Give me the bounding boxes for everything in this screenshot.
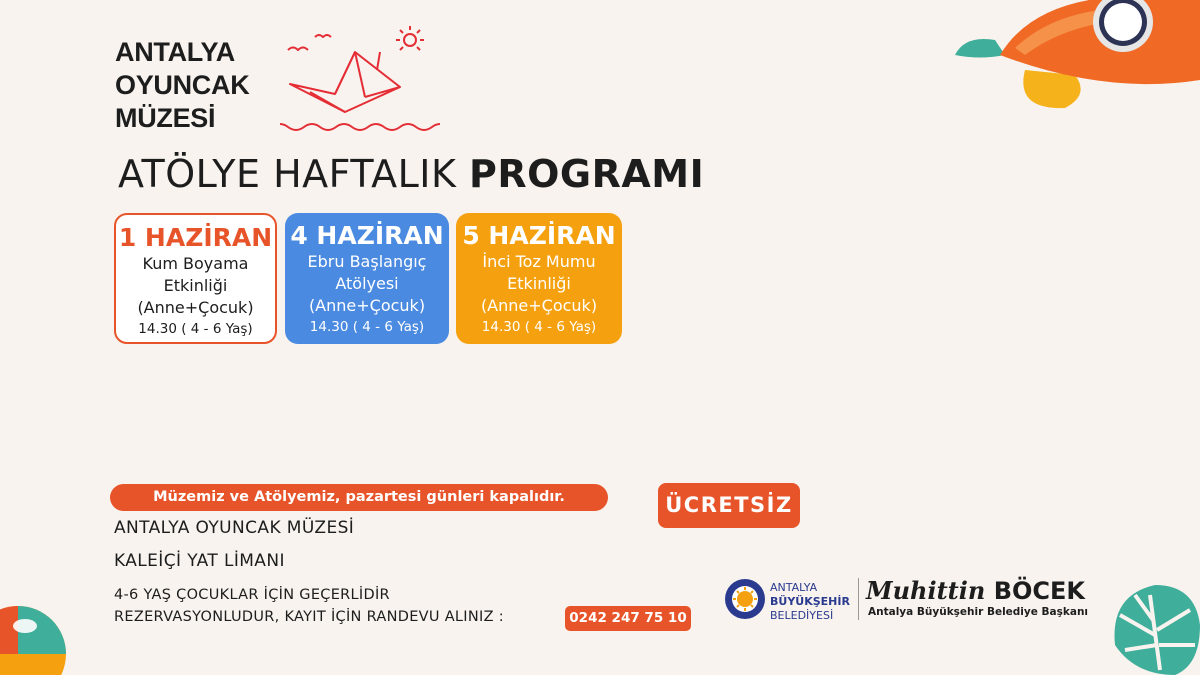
event-title: Kum Boyama xyxy=(142,254,249,273)
event-title: Etkinliği xyxy=(507,274,571,293)
mayor-last-name: BÖCEK xyxy=(993,577,1085,605)
event-card xyxy=(285,213,449,344)
title-light: ATÖLYE HAFTALIK xyxy=(118,152,457,196)
event-date: 4 HAZİRAN xyxy=(290,221,444,250)
municipality-emblem-icon xyxy=(724,578,766,620)
age-info: 4-6 YAŞ ÇOCUKLAR İÇİN GEÇERLİDİR xyxy=(114,587,390,603)
paper-boat-icon xyxy=(280,22,440,134)
mayor-first-name: Muhittin xyxy=(866,576,986,605)
logo-divider xyxy=(858,578,859,620)
event-date: 1 HAZİRAN xyxy=(118,223,273,252)
event-audience: (Anne+Çocuk) xyxy=(308,296,426,315)
municipality-line: BÜYÜKŞEHİR xyxy=(770,595,850,608)
logo-line: OYUNCAK xyxy=(115,70,250,100)
event-title: İnci Toz Mumu xyxy=(482,252,596,271)
event-time: 14.30 ( 4 - 6 Yaş) xyxy=(481,319,597,335)
event-card xyxy=(456,213,622,344)
palm-leaf-illustration xyxy=(1105,575,1200,675)
closed-notice: Müzemiz ve Atölyemiz, pazartesi günleri kapalıdır. xyxy=(110,484,608,511)
logo-line: MÜZESİ xyxy=(115,103,216,133)
event-time: 14.30 ( 4 - 6 Yaş) xyxy=(138,321,253,337)
mayor-name xyxy=(866,576,1085,605)
logo-line: ANTALYA xyxy=(115,37,235,67)
event-card xyxy=(114,213,277,344)
municipality-line: BELEDİYESİ xyxy=(770,609,834,622)
mayor-title: Antalya Büyükşehir Belediye Başkanı xyxy=(868,606,1089,618)
phone-number[interactable]: 0242 247 75 10 xyxy=(565,606,691,631)
reservation-info: REZERVASYONLUDUR, KAYIT İÇİN RANDEVU ALINIZ : xyxy=(114,609,504,625)
beach-ball-illustration xyxy=(0,596,70,675)
event-audience: (Anne+Çocuk) xyxy=(137,298,254,317)
event-time: 14.30 ( 4 - 6 Yaş) xyxy=(309,319,425,335)
municipality-line: ANTALYA xyxy=(770,581,818,594)
title-bold: PROGRAMI xyxy=(469,152,705,196)
event-title: Etkinliği xyxy=(163,276,228,295)
municipality-name xyxy=(770,581,850,623)
event-audience: (Anne+Çocuk) xyxy=(480,296,598,315)
museum-location: KALEİÇİ YAT LİMANI xyxy=(114,551,285,571)
free-badge: ÜCRETSİZ xyxy=(658,483,800,528)
museum-name: ANTALYA OYUNCAK MÜZESİ xyxy=(114,518,355,538)
event-date: 5 HAZİRAN xyxy=(462,221,616,250)
event-title: Ebru Başlangıç xyxy=(307,252,427,271)
page-title xyxy=(118,152,704,196)
event-title: Atölyesi xyxy=(335,274,399,293)
rocket-illustration xyxy=(955,0,1200,115)
